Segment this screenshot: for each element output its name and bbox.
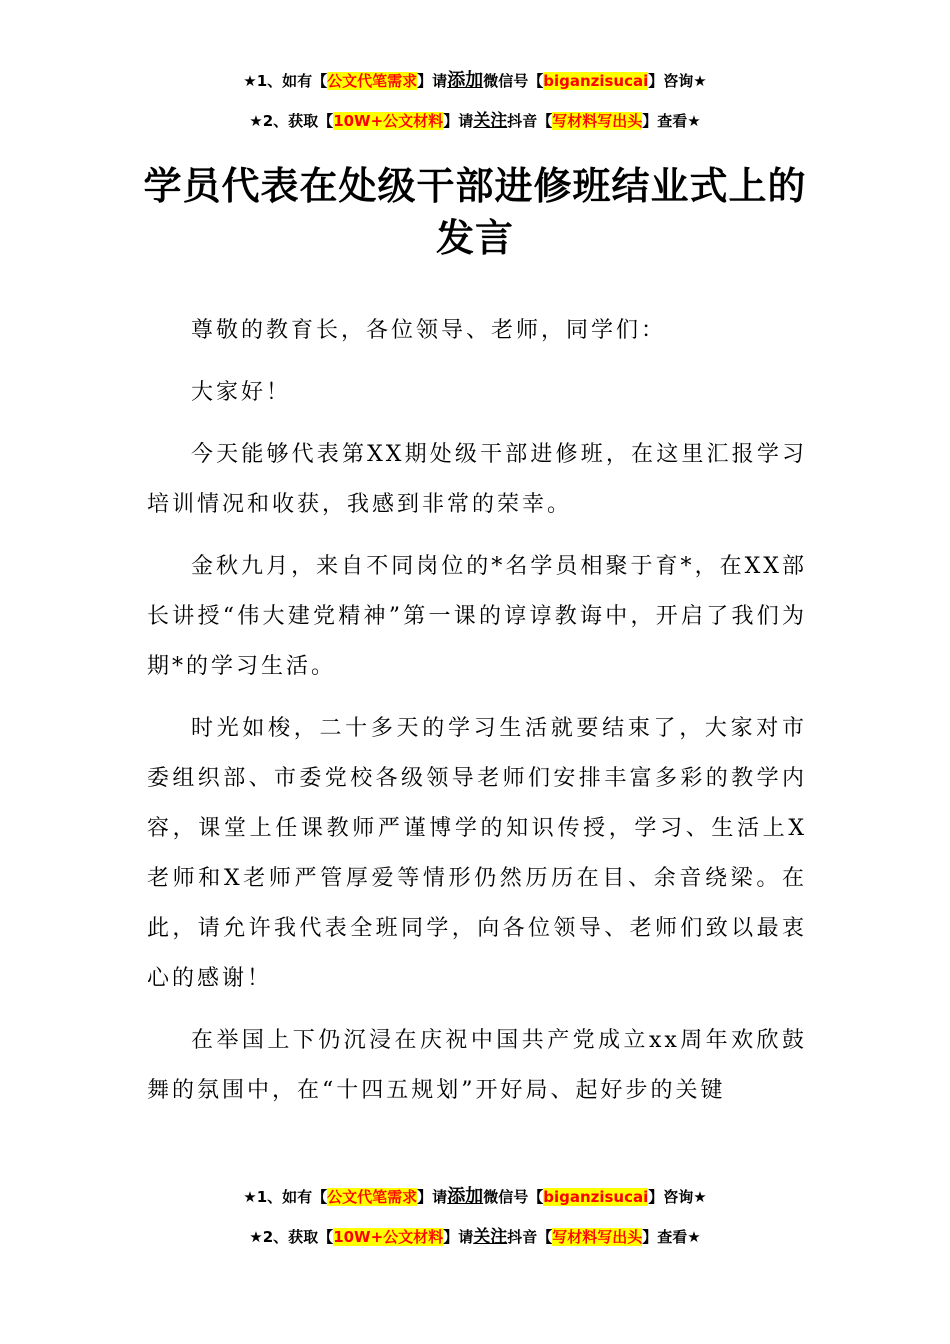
banner-text: 抖音【 [507, 1228, 553, 1246]
body-paragraph: 金秋九月，来自不同岗位的*名学员相聚于育*，在XX部长讲授“伟大建党精神”第一课的谆谆教诲中，开启了我们为期*的学习生活。 [147, 554, 807, 679]
banner-text: 微信号【 [483, 72, 544, 90]
header-banner-line-1 [0, 70, 950, 92]
douyin-id-tag: 写材料写出头 [552, 1228, 643, 1246]
emphasis-verb: 关注 [473, 1227, 508, 1247]
greeting: 大家好！ [191, 380, 292, 405]
body-paragraph: 今天能够代表第XX期处级干部进修班，在这里汇报学习培训情况和收获，我感到非常的荣幸。 [147, 442, 807, 517]
header-banner-line-2 [0, 110, 950, 132]
document-title: 学员代表在处级干部进修班结业式上的发言 [143, 164, 807, 260]
highlight-tag: 公文代笔需求 [327, 72, 418, 90]
highlight-tag: 公文代笔需求 [327, 1188, 418, 1206]
banner-text: 】请 [443, 1228, 474, 1246]
banner-text: ★2、获取【 [249, 112, 334, 130]
highlight-tag: 10W+公文材料 [333, 112, 444, 130]
banner-text: ★1、如有【 [243, 1188, 328, 1206]
banner-text: 】查看★ [642, 112, 701, 130]
highlight-tag: 10W+公文材料 [333, 1228, 444, 1246]
banner-text: 微信号【 [483, 1188, 544, 1206]
banner-text: 抖音【 [507, 112, 553, 130]
banner-text: ★2、获取【 [249, 1228, 334, 1246]
banner-text: 】查看★ [642, 1228, 701, 1246]
banner-text: 】请 [417, 72, 448, 90]
salutation: 尊敬的教育长，各位领导、老师，同学们： [191, 318, 667, 343]
body-paragraph: 在举国上下仍沉浸在庆祝中国共产党成立xx周年欢欣鼓舞的氛围中，在“十四五规划”开好局、起好步的关键 [147, 1028, 807, 1103]
banner-text: 】咨询★ [648, 1188, 707, 1206]
douyin-id-tag: 写材料写出头 [552, 112, 643, 130]
banner-text: 】咨询★ [648, 72, 707, 90]
banner-text: 】请 [417, 1188, 448, 1206]
wechat-id-tag: biganzisucai [543, 1188, 649, 1206]
wechat-id-tag: biganzisucai [543, 72, 649, 90]
emphasis-verb: 添加 [447, 1186, 484, 1207]
emphasis-verb: 添加 [447, 70, 484, 91]
document-body [147, 306, 807, 1128]
footer-banner-line-2 [0, 1226, 950, 1248]
footer-banner-line-1 [0, 1186, 950, 1208]
banner-text: 】请 [443, 112, 474, 130]
body-paragraph: 时光如梭，二十多天的学习生活就要结束了，大家对市委组织部、市委党校各级领导老师们安排丰富多彩的教学内容，课堂上任课教师严谨博学的知识传授，学习、生活上X老师和X老师严管厚爱等情形仍然历历在目、余音绕梁。在此，请允许我代表全班同学，向各位领导、老师们致以最衷心的感谢！ [147, 716, 807, 991]
emphasis-verb: 关注 [473, 111, 508, 131]
banner-text: ★1、如有【 [243, 72, 328, 90]
